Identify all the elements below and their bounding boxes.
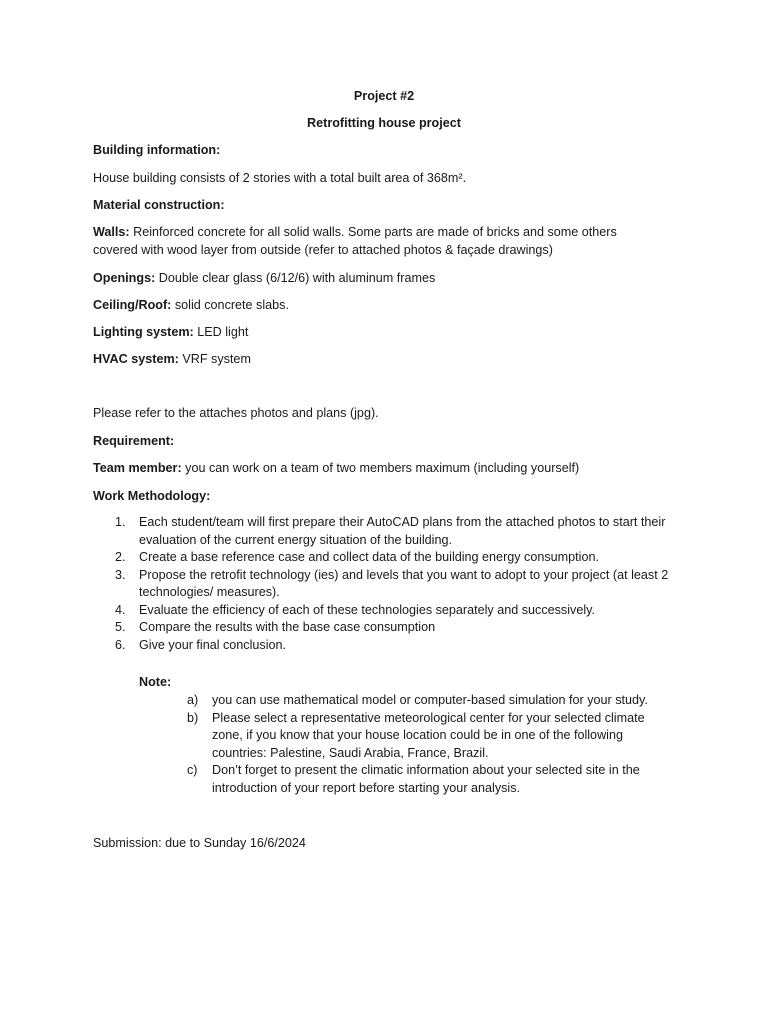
list-number: 2. <box>115 550 126 564</box>
list-number: 5. <box>115 620 126 634</box>
list-letter: a) <box>187 693 199 707</box>
methodology-heading: Work Methodology: <box>93 489 211 503</box>
hvac-text: VRF system <box>178 352 251 366</box>
ceiling-label: Ceiling/Roof: <box>93 298 172 312</box>
openings-line <box>93 270 435 288</box>
list-number: 4. <box>115 602 126 617</box>
openings-label: Openings: <box>93 271 156 285</box>
building-info-heading: Building information: <box>93 143 221 157</box>
list-text: Create a base reference case and collect data of the building energy consumption. <box>139 550 599 564</box>
list-text: Compare the results with the base case consumption <box>139 620 436 634</box>
list-letter: c) <box>187 763 198 777</box>
list-text: Evaluate the efficiency of each of these technologies separately and successively. <box>139 602 595 617</box>
openings-text: Double clear glass (6/12/6) with aluminum frames <box>155 271 436 285</box>
list-text: you can use mathematical model or computer-based simulation for your study. <box>212 693 648 707</box>
hvac-line <box>93 351 251 369</box>
walls-label: Walls: <box>93 225 130 239</box>
list-number: 3. <box>115 567 126 582</box>
project-title: Project #2 <box>353 89 415 103</box>
walls-paragraph <box>93 224 653 259</box>
hvac-label: HVAC system: <box>93 352 179 366</box>
lighting-line <box>93 324 248 342</box>
list-item <box>187 692 677 710</box>
lighting-text: LED light <box>193 325 249 339</box>
refer-text: Please refer to the attaches photos and plans (jpg). <box>93 406 379 420</box>
walls-text: Reinforced concrete for all solid walls. Some parts are made of bricks and some others covered with wood layer from outside (refer to attached photos & façade drawings) <box>93 225 617 257</box>
list-item <box>93 567 683 602</box>
ceiling-line <box>93 297 289 315</box>
list-item <box>93 619 683 637</box>
methodology-list <box>93 514 683 654</box>
list-letter: b) <box>187 710 199 725</box>
list-item <box>187 710 677 763</box>
team-text: you can work on a team of two members maximum (including yourself) <box>181 461 580 475</box>
team-label: Team member: <box>93 461 182 475</box>
material-heading: Material construction: <box>93 198 225 212</box>
team-line <box>93 460 579 478</box>
list-text: Propose the retrofit technology (ies) and levels that you want to adopt to your project (at least 2 technologies/ measures). <box>139 567 669 599</box>
list-item <box>93 549 683 567</box>
list-item <box>93 602 683 620</box>
note-list <box>187 692 677 797</box>
lighting-label: Lighting system: <box>93 325 194 339</box>
building-info-text: House building consists of 2 stories with a total built area of 368m². <box>93 171 467 185</box>
list-number: 1. <box>115 515 126 529</box>
list-item <box>187 762 677 797</box>
ceiling-text: solid concrete slabs. <box>171 298 289 312</box>
list-text: Each student/team will first prepare their AutoCAD plans from the attached photos to start their evaluation of the current energy situation of the building. <box>139 515 666 547</box>
list-text: Please select a representative meteorological center for your selected climate zone, if you know that your house location could be in one of the following countries: Palestine, Saudi Arabia, France, Brazil. <box>212 710 645 760</box>
list-text: Don’t forget to present the climatic information about your selected site in the introduction of your report before starting your analysis. <box>212 763 640 795</box>
project-subtitle: Retrofitting house project <box>307 116 461 130</box>
list-number: 6. <box>115 637 126 652</box>
list-item <box>93 514 683 549</box>
note-heading: Note: <box>139 675 172 689</box>
list-text: Give your final conclusion. <box>139 637 286 652</box>
list-item <box>93 637 683 655</box>
submission-text: Submission: due to Sunday 16/6/2024 <box>93 836 306 850</box>
requirement-heading: Requirement: <box>93 434 175 448</box>
